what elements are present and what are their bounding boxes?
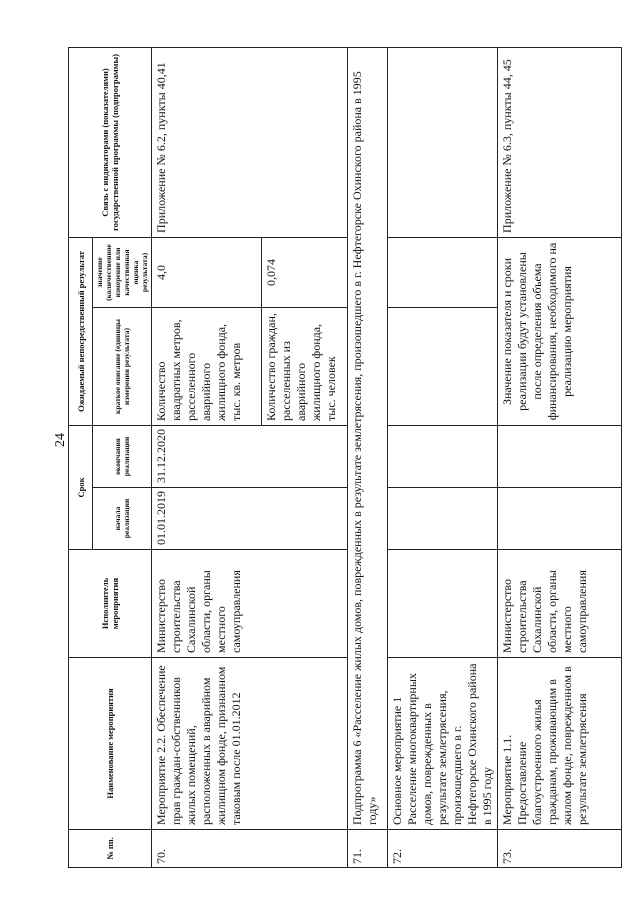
header-result-desc: краткое описание (единицы измерения результата) [93, 307, 152, 425]
row70-value-2: 0,074 [262, 237, 348, 307]
row70-num: 70. [152, 830, 348, 868]
row71-subprogram: Подпрограмма 6 «Расселение жилых домов, поврежденных в результате землетрясения, произошедшего в г. Нефтегорске Охинского района в 1995 году» [348, 47, 388, 829]
header-result: Ожидаемый непосредственный результат [69, 237, 93, 425]
page-number: 24 [53, 433, 68, 447]
row72-value [388, 237, 498, 307]
header-link: Связь с индикаторами (показателями) государственной программы (подпрограммы) [69, 47, 152, 237]
row70-desc-1: Количество квадратных метров, расселенного аварийного жилищного фонда, тыс. кв. метров [152, 307, 262, 425]
table-row-70 [152, 47, 262, 867]
row73-num: 73. [498, 830, 622, 868]
row70-end: 31.12.2020 [152, 425, 348, 487]
row72-desc [388, 307, 498, 425]
header-result-value: значение (количественное измерение или качественная оценка результата) [93, 237, 152, 307]
measures-table [68, 47, 622, 868]
header-name: Наименование мероприятия [69, 658, 152, 830]
row71-num: 71. [348, 830, 388, 868]
header-term-start: начала реализации [93, 488, 152, 550]
row73-end [498, 425, 622, 487]
rotated-table-container [68, 48, 608, 868]
table-row-71 [348, 47, 388, 867]
row70-executor: Министерство строительства Сахалинской области, органы местного самоуправления [152, 550, 348, 658]
row70-name: Мероприятие 2.2. Обеспечение прав граждан-собственников жилых помещений, расположенных в аварийном жилищном фонде, признанном таковым после 01.01.2012 [152, 658, 348, 830]
row72-link [388, 47, 498, 237]
row72-name: Основное мероприятие 1 Расселение многоквартирных домов, поврежденных в результате землетрясения, произошедшего в г. Нефтегорске Охинского района в 1995 году [388, 658, 498, 830]
row72-start [388, 488, 498, 550]
row70-start: 01.01.2019 [152, 488, 348, 550]
row72-executor [388, 550, 498, 658]
table-row-73 [498, 47, 622, 867]
row72-num: 72. [388, 830, 498, 868]
row73-executor: Министерство строительства Сахалинской области, органы местного самоуправления [498, 550, 622, 658]
row70-value-1: 4,0 [152, 237, 262, 307]
header-term: Срок [69, 425, 93, 549]
row72-end [388, 425, 498, 487]
table-row-72 [388, 47, 498, 867]
header-row-1 [69, 47, 93, 867]
header-term-end: окончания реализации [93, 425, 152, 487]
row73-name: Мероприятие 1.1. Предоставление благоустроенного жилья гражданам, проживающим в жилом фонде, поврежденном в результате землетрясения [498, 658, 622, 830]
row70-desc-2: Количество граждан, расселенных из аварийного жилищного фонда, тыс. человек [262, 307, 348, 425]
row73-link: Приложение № 6.3, пункты 44, 45 [498, 47, 622, 237]
row73-start [498, 488, 622, 550]
header-executor: Исполнитель мероприятия [69, 550, 152, 658]
header-num: № пп. [69, 830, 152, 868]
row70-link: Приложение № 6.2, пункты 40,41 [152, 47, 348, 237]
row73-result: Значение показателя и сроки реализации будут установлены после определения объема финансирования, необходимого на реализацию мероприятия [498, 237, 622, 425]
